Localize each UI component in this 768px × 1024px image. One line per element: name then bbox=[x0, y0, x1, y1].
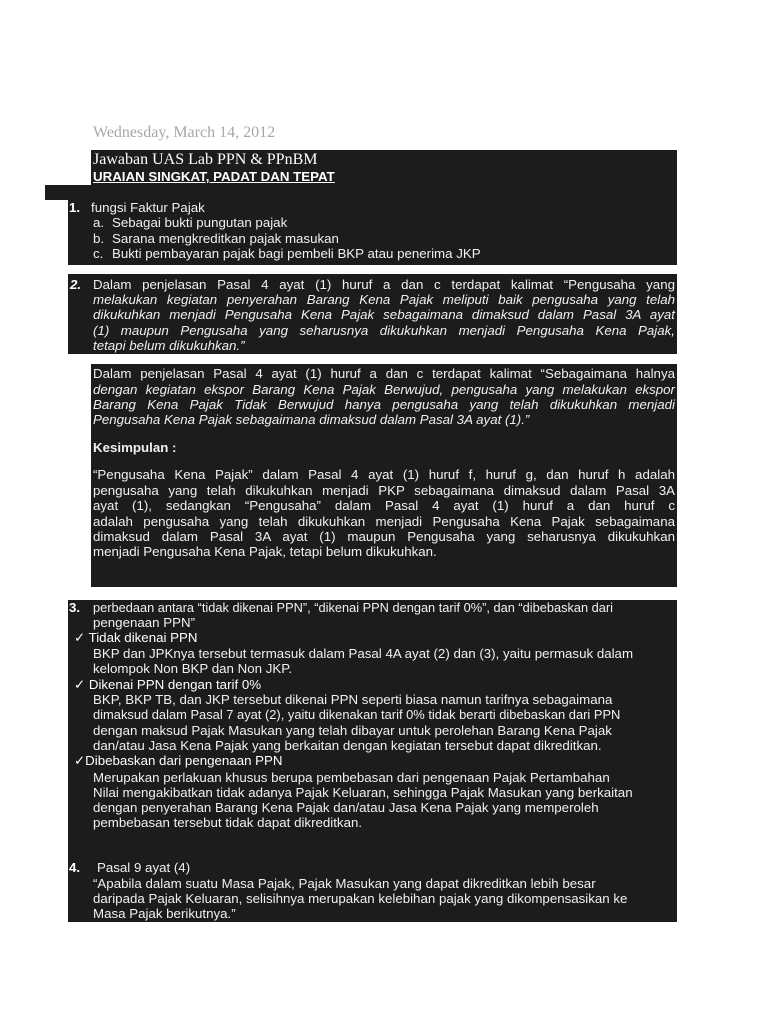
q3-section-label: ✓ Dikenai PPN dengan tarif 0% bbox=[74, 677, 262, 692]
conclusion-line: ayat (1), sedangkan “Pengusaha” dalam Pasal 4 ayat (1) huruf a dan huruf c bbox=[93, 498, 675, 513]
q3-section-line: kelompok Non BKP dan Non JKP. bbox=[93, 661, 293, 676]
q3-section-line: BKP, BKP TB, dan JKP tersebut dikenai PPN seperti biasa namun tarifnya sebagaimana bbox=[93, 692, 613, 707]
q3-number: 3. bbox=[69, 600, 81, 615]
q3-heading-line: pengenaan PPN” bbox=[93, 615, 196, 630]
q2-para2-line: dengan kegiatan ekspor Barang Kena Pajak Berwujud, pengusaha yang melakukan ekspor bbox=[93, 382, 675, 397]
conclusion-line: adalah pengusaha yang telah dikukuhkan menjadi Pengusaha Kena Pajak sebagaimana bbox=[93, 514, 675, 529]
q3-section-line: dengan maksud Pajak Masukan yang telah dibayar untuk perolehan Barang Kena Pajak bbox=[93, 723, 612, 738]
q3-heading-line: perbedaan antara “tidak dikenai PPN”, “dikenai PPN dengan tarif 0%”, dan “dibebaskan dari bbox=[93, 600, 614, 615]
document-title: Jawaban UAS Lab PPN & PPnBM bbox=[93, 151, 318, 168]
q1-item: Sebagai bukti pungutan pajak bbox=[112, 215, 288, 230]
header-left-tab bbox=[45, 185, 91, 200]
q1-number: 1. bbox=[69, 200, 81, 215]
conclusion-line: dimaksud dalam Pasal 3A ayat (1) maupun Pengusaha yang seharusnya dikukuhkan bbox=[93, 529, 675, 544]
q3-section-line: BKP dan JPKnya tersebut termasuk dalam Pasal 4A ayat (2) dan (3), yaitu permasuk dalam bbox=[93, 646, 634, 661]
q1-item-marker: b. bbox=[93, 231, 105, 246]
conclusion-line: “Pengusaha Kena Pajak” dalam Pasal 4 ayat (1) huruf f, huruf g, dan huruf h adalah bbox=[93, 467, 675, 482]
q4-number: 4. bbox=[69, 860, 81, 875]
q2-line: melakukan kegiatan penyerahan Barang Kena Pajak meliputi baik pengusaha yang telah bbox=[93, 292, 675, 307]
q1-item-marker: c. bbox=[93, 246, 104, 261]
q2-line bbox=[93, 277, 675, 292]
q1-item: Sarana mengkreditkan pajak masukan bbox=[112, 231, 339, 246]
q3-section-line: Merupakan perlakuan khusus berupa pembebasan dari pengenaan Pajak Pertambahan bbox=[93, 770, 610, 785]
document-subtitle: URAIAN SINGKAT, PADAT DAN TEPAT bbox=[93, 169, 335, 184]
conclusion-line: menjadi Pengusaha Kena Pajak, tetapi belum dikukuhkan. bbox=[93, 544, 437, 559]
q3-section-line: pembebasan tersebut tidak dapat dikreditkan. bbox=[93, 815, 363, 830]
q2-line-text: Dalam penjelasan Pasal 4 ayat (1) huruf a dan c terdapat kalimat “Pengusaha yang bbox=[93, 277, 675, 292]
q3-section-label: ✓Dibebaskan dari pengenaan PPN bbox=[74, 753, 283, 768]
q3-section-line: dengan penyerahan Barang Kena Pajak dan/atau Jasa Kena Pajak yang memperoleh bbox=[93, 800, 599, 815]
q4-line: Masa Pajak berikutnya.” bbox=[93, 906, 236, 921]
q1-item-marker: a. bbox=[93, 215, 105, 230]
q2-line: dikukuhkan menjadi Pengusaha Kena Pajak sebagaimana dimaksud dalam Pasal 3A ayat bbox=[93, 307, 675, 322]
q3-section-line: Nilai mengakibatkan tidak adanya Pajak Keluaran, sehingga Pajak Masukan yang berkaitan bbox=[93, 785, 633, 800]
q4-line: daripada Pajak Keluaran, selisihnya merupakan kelebihan pajak yang dikompensasikan ke bbox=[93, 891, 628, 906]
q3-section-label: ✓ Tidak dikenai PPN bbox=[74, 630, 198, 645]
q2-number: 2. bbox=[70, 277, 82, 292]
q1-item: Bukti pembayaran pajak bagi pembeli BKP atau penerima JKP bbox=[112, 246, 481, 261]
q3-section-line: dan/atau Jasa Kena Pajak yang berkaitan dengan kegiatan tersebut dapat dikreditkan. bbox=[93, 738, 602, 753]
q2-para2-line: Barang Kena Pajak Tidak Berwujud hanya pengusaha yang telah dikukuhkan menjadi bbox=[93, 397, 675, 412]
q4-line: “Apabila dalam suatu Masa Pajak, Pajak Masukan yang dapat dikreditkan lebih besar bbox=[93, 876, 596, 891]
conclusion-line: pengusaha yang telah dikukuhkan menjadi PKP sebagaimana dimaksud dalam Pasal 3A bbox=[93, 483, 675, 498]
post-date: Wednesday, March 14, 2012 bbox=[93, 124, 276, 141]
q3-section-line: dimaksud dalam Pasal 7 ayat (2), yaitu dikenakan tarif 0% tidak berarti dibebaskan dari PPN bbox=[93, 707, 621, 722]
q2-line: tetapi belum dikukuhkan.” bbox=[93, 338, 245, 353]
q1-heading: fungsi Faktur Pajak bbox=[91, 200, 205, 215]
q2-para2-line: Pengusaha Kena Pajak sebagaimana dimaksud dalam Pasal 3A ayat (1).” bbox=[93, 412, 530, 427]
q4-heading: Pasal 9 ayat (4) bbox=[97, 860, 191, 875]
q2-para2-line: Dalam penjelasan Pasal 4 ayat (1) huruf a dan c terdapat kalimat “Sebagaimana halnya bbox=[93, 366, 675, 381]
conclusion-label: Kesimpulan : bbox=[93, 440, 177, 455]
q2-line: (1) maupun Pengusaha yang seharusnya dikukuhkan menjadi Pengusaha Kena Pajak, bbox=[93, 323, 675, 338]
